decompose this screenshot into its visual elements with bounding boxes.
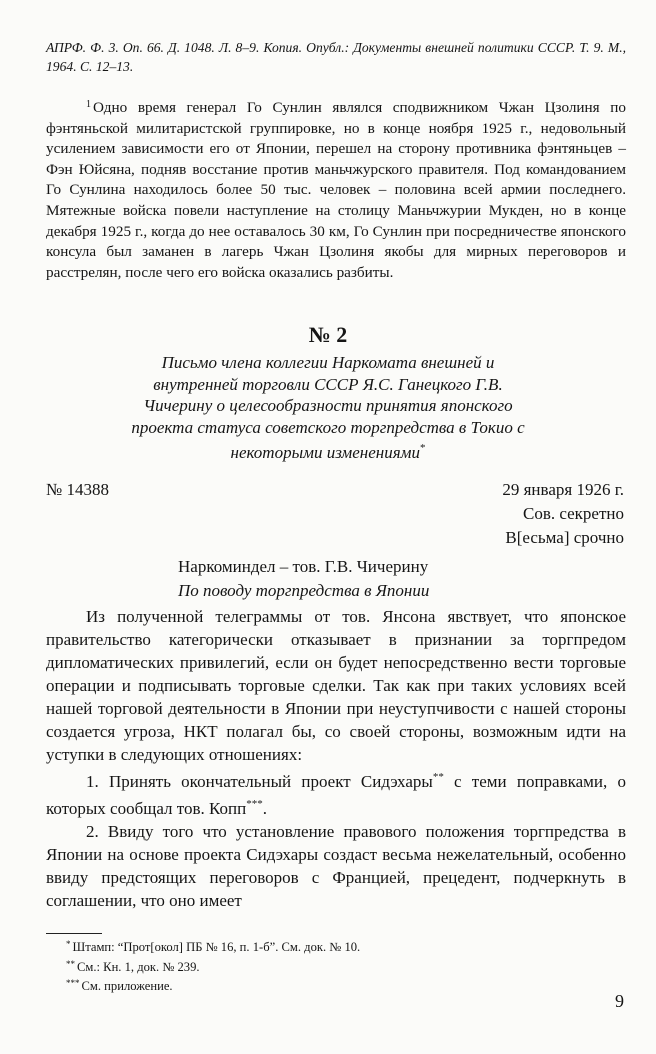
- document-date: 29 января 1926 г.: [502, 480, 624, 499]
- body-paragraph-1: Из полученной телеграммы от тов. Янсона явствует, что японское правительство категорически отказывает в признании за торгпредом дипломатических привилегий, если он будет непосредственно вести торговые операции и подписывать торговые сделки. Так как при таких условиях всей нашей торговой деятельности в Японии при неуступчивости с нашей стороны создается угроза, НКТ полагал бы, со своей стороны, возможным идти на уступки в следующих отношениях:: [46, 607, 626, 764]
- body-paragraph-2: [46, 766, 626, 820]
- page-number: 9: [615, 991, 624, 1011]
- urgency-label: В[есьма] срочно: [505, 528, 624, 547]
- archival-source-note: АПРФ. Ф. 3. Оп. 66. Д. 1048. Л. 8–9. Копия. Опубл.: Документы внешней политики СССР. Т. 9. М., 1964. С. 12–13.: [46, 40, 626, 74]
- subject-line: По поводу торгпредства в Японии: [178, 581, 430, 600]
- footnotes: [66, 936, 626, 995]
- footnote-marker: **: [66, 958, 75, 969]
- document-title-text: Письмо члена коллегии Наркомата внешней и внутренней торговли СССР Я.С. Ганецкого Г.В. Чичерину о целесообразности принятия японского проекта статуса советского торгпредства в Токио с некоторыми изменениями: [131, 353, 525, 462]
- registration-number: № 14388: [46, 480, 109, 499]
- footnote-item: [66, 936, 626, 956]
- body-paragraph-3: 2. Ввиду того что установление правового положения торгпредства в Японии на основе проекта Сидэхары создаст весьма нежелательный, особенно ввиду предстоящих переговоров с Францией, прецедент, подчеркнуть в соглашении, что оно имеет: [46, 822, 626, 910]
- footnote-text: Штамп: “Прот[окол] ПБ № 16, п. 1-б”. См. док. № 10.: [72, 940, 361, 954]
- document-title: [120, 352, 536, 464]
- footnote-text: См.: Кн. 1, док. № 239.: [77, 959, 200, 974]
- footnote-1-text: Одно время генерал Го Сунлин являлся сподвижником Чжан Цзолиня по фэнтяньской милитаристской группировке, но в конце ноября 1925 г., недовольный усилением зависимости его от Японии, перешел на сторону противника фэнтяньцев – Фэн Юйсяна, подняв восстание против маньчжурского правителя. Под командованием Го Сунлина находилось более 50 тыс. человек – половина всей армии последнего. Мятежные войска повели наступление на столицу Маньчжурии Мукден, но в конце декабря 1925 г., когда до нее оставалось 30 км, Го Сунлин при посредничестве японского консула был заманен в лагерь Чжан Цзолиня якобы для мирных переговоров и расстрелян, после чего его войска оказались разбиты.: [46, 99, 626, 281]
- footnote-item: [66, 956, 626, 976]
- footnote-marker: ***: [66, 978, 80, 988]
- footnote-1-marker: 1: [86, 99, 91, 110]
- document-title-marker: *: [419, 442, 426, 454]
- body-paragraph-2-start: 1. Принять окончательный проект Сидэхары: [86, 772, 433, 791]
- footnote-marker: *: [66, 939, 71, 949]
- footnote-ref-2: **: [432, 771, 444, 783]
- addressee: Наркоминдел – тов. Г.В. Чичерину: [178, 557, 429, 576]
- footnote-divider: [46, 933, 102, 934]
- footnote-text: См. приложение.: [81, 979, 173, 993]
- document-number: № 2: [308, 322, 348, 347]
- letter-body: [46, 605, 626, 912]
- body-paragraph-2-end: .: [262, 799, 267, 818]
- classification-label: Сов. секретно: [523, 504, 624, 523]
- footnote-item: [66, 975, 626, 995]
- footnote-ref-3: ***: [246, 798, 263, 810]
- body-paragraph-2-middle: с теми поправками, о которых сообщал тов. Копп: [46, 772, 627, 818]
- footnote-1: [46, 95, 626, 283]
